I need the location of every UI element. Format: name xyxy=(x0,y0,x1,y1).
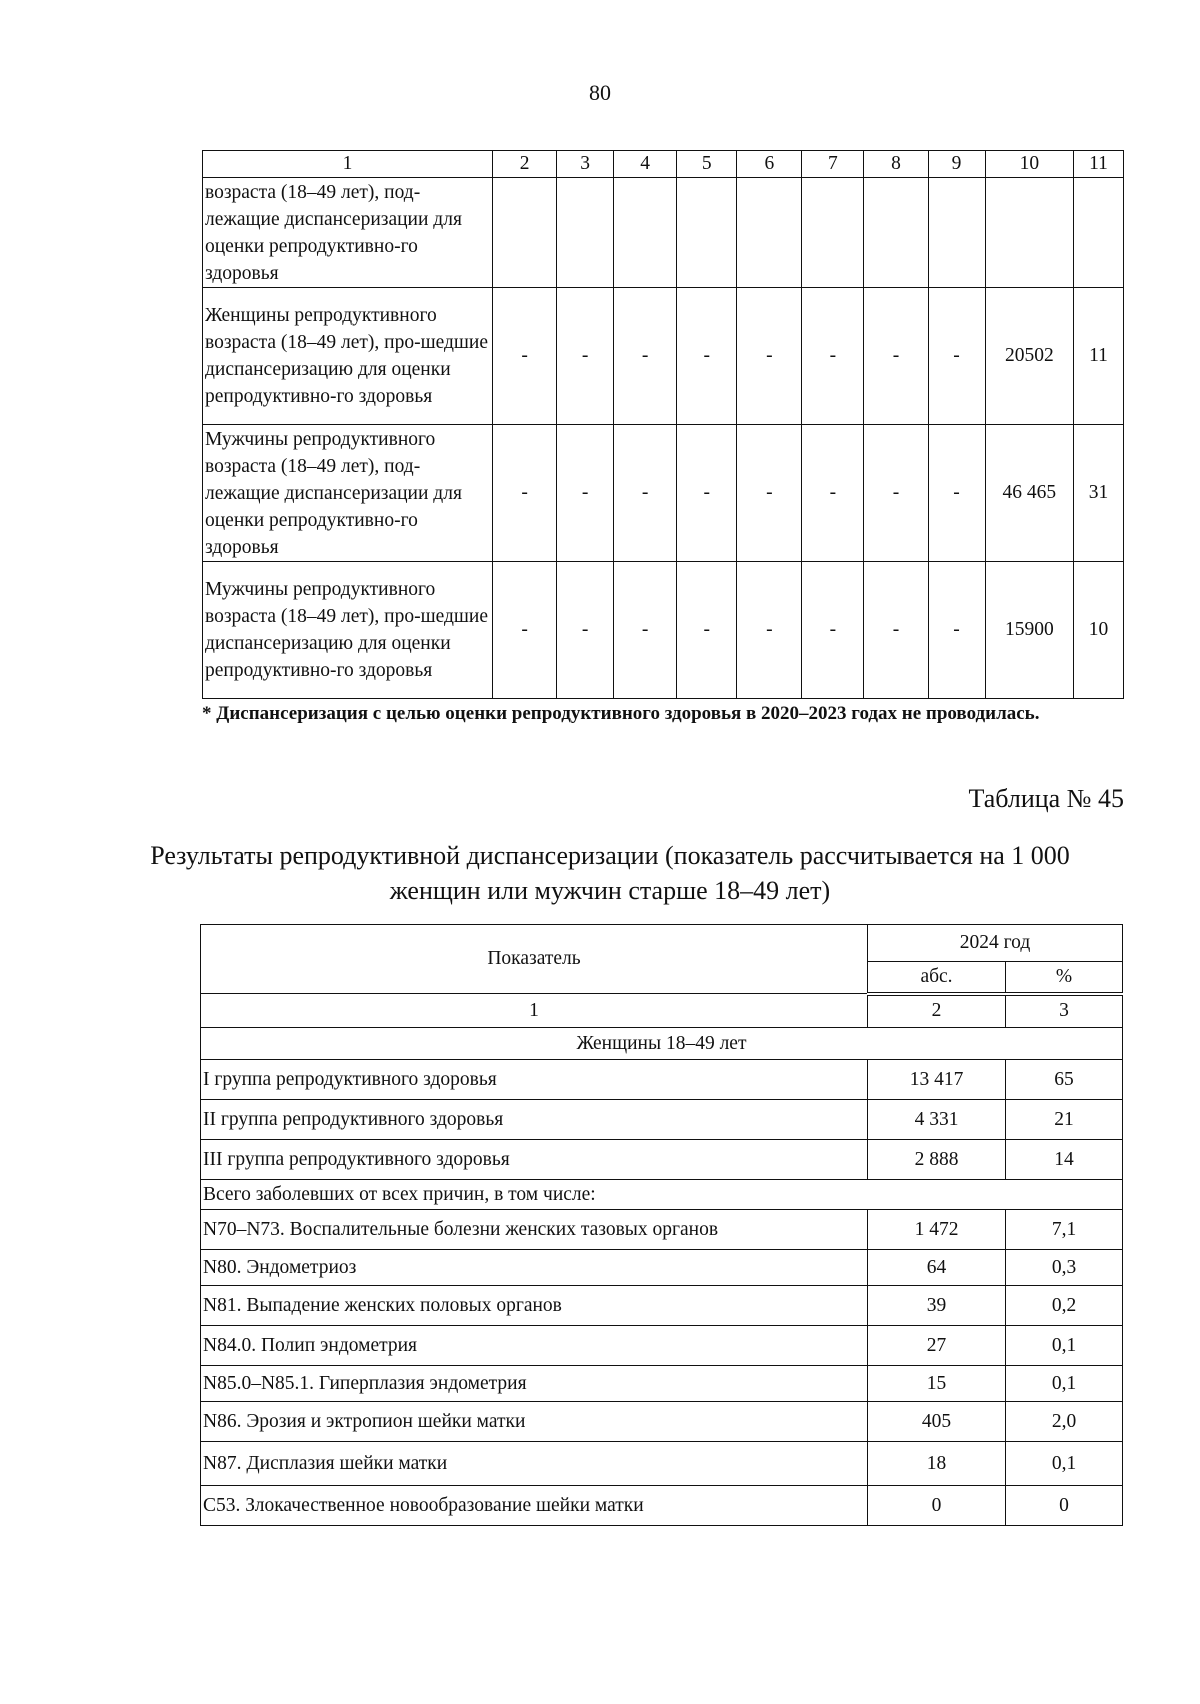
table-cell: - xyxy=(928,288,985,425)
table-cell xyxy=(677,178,737,288)
abs-value: 64 xyxy=(868,1250,1006,1286)
table-cell: - xyxy=(864,425,928,562)
table-cell: - xyxy=(802,288,864,425)
table-cell: - xyxy=(493,562,557,699)
table-cell: 11 xyxy=(1074,288,1124,425)
table-cell xyxy=(614,178,677,288)
table-row xyxy=(203,562,1124,699)
indicator-name: N70–N73. Воспалительные болезни женских тазовых органов xyxy=(201,1210,868,1250)
abs-value: 2 888 xyxy=(868,1140,1006,1180)
section-row xyxy=(201,1028,1123,1060)
table-cell: - xyxy=(614,425,677,562)
table-row xyxy=(201,1100,1123,1140)
table-cell: 20502 xyxy=(985,288,1074,425)
indicator-name: N85.0–N85.1. Гиперплазия эндометрия xyxy=(201,1366,868,1402)
pct-value: 21 xyxy=(1006,1100,1123,1140)
indicator-name: Всего заболевших от всех причин, в том числе: xyxy=(201,1180,1123,1210)
pct-value: 2,0 xyxy=(1006,1402,1123,1442)
table-cell: - xyxy=(928,562,985,699)
table-row xyxy=(201,1250,1123,1286)
table-row xyxy=(201,1286,1123,1326)
table-cell: - xyxy=(864,562,928,699)
table-cell: 10 xyxy=(1074,562,1124,699)
column-number: 7 xyxy=(802,151,864,178)
abs-value: 405 xyxy=(868,1402,1006,1442)
indicator-name: N87. Дисплазия шейки матки xyxy=(201,1442,868,1486)
pct-header: % xyxy=(1006,962,1123,994)
indicator-name: N81. Выпадение женских половых органов xyxy=(201,1286,868,1326)
table-label: Таблица № 45 xyxy=(968,784,1124,813)
table-cell: 31 xyxy=(1074,425,1124,562)
table-cell: - xyxy=(677,288,737,425)
table-cell xyxy=(864,178,928,288)
year-header: 2024 год xyxy=(868,925,1123,962)
abs-header: абс. xyxy=(868,962,1006,994)
table-cell: - xyxy=(493,288,557,425)
column-number-row xyxy=(203,151,1124,178)
indicator-name: С53. Злокачественное новообразование шейки матки xyxy=(201,1486,868,1526)
column-number: 1 xyxy=(203,151,493,178)
column-number: 11 xyxy=(1074,151,1124,178)
table-row xyxy=(201,1210,1123,1250)
indicator-name: I группа репродуктивного здоровья xyxy=(201,1060,868,1100)
continued-table xyxy=(202,150,1124,699)
table-cell xyxy=(1074,178,1124,288)
table-cell xyxy=(985,178,1074,288)
table-cell: - xyxy=(677,425,737,562)
section-label: Женщины 18–49 лет xyxy=(201,1028,1123,1060)
abs-value: 1 472 xyxy=(868,1210,1006,1250)
table-cell: - xyxy=(677,562,737,699)
table-cell: - xyxy=(737,562,802,699)
table-row xyxy=(203,178,1124,288)
table-cell: - xyxy=(557,425,614,562)
row-label: Женщины репродуктивного возраста (18–49 лет), про-шедшие диспансеризацию для оценки репродуктивно-го здоровья xyxy=(203,288,493,425)
abs-value: 27 xyxy=(868,1326,1006,1366)
column-number: 2 xyxy=(493,151,557,178)
table-row xyxy=(203,425,1124,562)
abs-value: 4 331 xyxy=(868,1100,1006,1140)
column-number: 3 xyxy=(1006,994,1123,1028)
column-number: 9 xyxy=(928,151,985,178)
table-cell: - xyxy=(928,425,985,562)
table-cell: - xyxy=(614,288,677,425)
results-table xyxy=(200,924,1123,1526)
column-number: 3 xyxy=(557,151,614,178)
abs-value: 18 xyxy=(868,1442,1006,1486)
column-number-row xyxy=(201,994,1123,1028)
indicator-name: II группа репродуктивного здоровья xyxy=(201,1100,868,1140)
table-cell: - xyxy=(802,425,864,562)
column-number: 10 xyxy=(985,151,1074,178)
table-row xyxy=(201,1402,1123,1442)
indicator-name: N84.0. Полип эндометрия xyxy=(201,1326,868,1366)
table-cell xyxy=(557,178,614,288)
table-cell xyxy=(737,178,802,288)
table-cell: - xyxy=(864,288,928,425)
abs-value: 15 xyxy=(868,1366,1006,1402)
table-cell: - xyxy=(557,562,614,699)
indicator-name: N86. Эрозия и эктропион шейки матки xyxy=(201,1402,868,1442)
header-row xyxy=(201,925,1123,962)
table-cell: - xyxy=(802,562,864,699)
table-cell: - xyxy=(493,425,557,562)
column-number: 4 xyxy=(614,151,677,178)
pct-value: 0,3 xyxy=(1006,1250,1123,1286)
abs-value: 0 xyxy=(868,1486,1006,1526)
column-number: 8 xyxy=(864,151,928,178)
table-cell: - xyxy=(557,288,614,425)
table-row xyxy=(201,1180,1123,1210)
table-title: Результаты репродуктивной диспансеризации (показатель рассчитывается на 1 000 женщин или мужчин старше 18–49 лет) xyxy=(150,841,1070,905)
pct-value: 0 xyxy=(1006,1486,1123,1526)
abs-value: 13 417 xyxy=(868,1060,1006,1100)
table-cell: 15900 xyxy=(985,562,1074,699)
indicator-header: Показатель xyxy=(201,925,868,994)
pct-value: 0,1 xyxy=(1006,1442,1123,1486)
table-cell xyxy=(802,178,864,288)
table-cell: 46 465 xyxy=(985,425,1074,562)
indicator-name: III группа репродуктивного здоровья xyxy=(201,1140,868,1180)
page-number: 80 xyxy=(589,80,611,105)
table-row xyxy=(201,1442,1123,1486)
abs-value: 39 xyxy=(868,1286,1006,1326)
pct-value: 65 xyxy=(1006,1060,1123,1100)
column-number: 2 xyxy=(868,994,1006,1028)
row-label: возраста (18–49 лет), под-лежащие диспансеризации для оценки репродуктивно-го здоровья xyxy=(203,178,493,288)
indicator-name: N80. Эндометриоз xyxy=(201,1250,868,1286)
table-row xyxy=(201,1140,1123,1180)
table-cell: - xyxy=(737,425,802,562)
pct-value: 14 xyxy=(1006,1140,1123,1180)
pct-value: 0,1 xyxy=(1006,1326,1123,1366)
table-cell: - xyxy=(737,288,802,425)
column-number: 5 xyxy=(677,151,737,178)
table-cell xyxy=(493,178,557,288)
row-label: Мужчины репродуктивного возраста (18–49 лет), под-лежащие диспансеризации для оценки репродуктивно-го здоровья xyxy=(203,425,493,562)
table-row xyxy=(201,1486,1123,1526)
table-cell xyxy=(928,178,985,288)
table-row xyxy=(201,1366,1123,1402)
table-cell: - xyxy=(614,562,677,699)
row-label: Мужчины репродуктивного возраста (18–49 лет), про-шедшие диспансеризацию для оценки репродуктивно-го здоровья xyxy=(203,562,493,699)
footnote: * Диспансеризация с целью оценки репродуктивного здоровья в 2020–2023 годах не проводилась. xyxy=(202,703,1040,724)
pct-value: 0,1 xyxy=(1006,1366,1123,1402)
table-row xyxy=(201,1326,1123,1366)
pct-value: 7,1 xyxy=(1006,1210,1123,1250)
table-row xyxy=(203,288,1124,425)
table-row xyxy=(201,1060,1123,1100)
column-number: 1 xyxy=(201,994,868,1028)
column-number: 6 xyxy=(737,151,802,178)
pct-value: 0,2 xyxy=(1006,1286,1123,1326)
